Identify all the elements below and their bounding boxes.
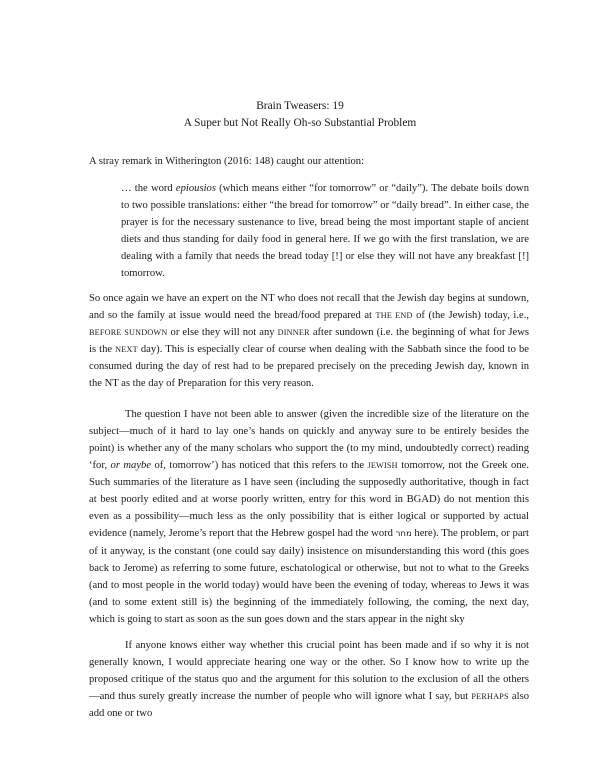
p2-text-4: after sundown (i.e. the beginning of what for Jews is the [89,327,529,355]
p2-smallcaps-before-sundown: BEFORE SUNDOWN [89,328,168,337]
quote-text-2: (which means either “for tomorrow” or “daily”). The debate boils down to two possible translations: either “the bread for tomorrow” or “daily bread”. In either case, the prayer is for the necessary sustenance to live, bread being the most important staple of ancient diets and thus standing for daily food in general here. If we go with the first translation, we are dealing with a family that needs the bread today [!] or else they will not have any breakfast [!] tomorrow. [121,183,529,279]
quote-text-1: … the word [121,183,176,194]
p3-smallcaps-jewish: JEWISH [367,461,398,470]
p2-text-3: or else they will not any [167,327,278,338]
p2-text-5: day). This is especially clear of course when dealing with the Sabbath since the food to be consumed during the day of rest had to be prepared precisely on the preceding Jewish day, known in the NT as the day of Preparation for this very reason. [89,344,529,389]
p2-text-1: So once again we have an expert on the NT who does not recall that the Jewish day begins at sundown, and so the family at issue would need the bread/food prepared at [89,293,529,321]
p2-text-2: of (the Jewish) today, i.e., [412,310,529,321]
p4-text-2: also add one or two [89,691,529,719]
p2-smallcaps-the-end: THE END [375,311,413,320]
p3-text-1: The question I have not been able to answer (given the incredible size of the literature on the subject—much of it hard to lay one’s hands on quickly and anyway sure to be entirely besides the point) is whether any of the many scholars who support the (to my mind, undoubtedly correct) reading ‘for, [89,409,529,471]
p2-smallcaps-next: NEXT [115,345,138,354]
p2-smallcaps-dinner: DINNER [277,328,310,337]
p3-text-4: here). The problem, or part of it anyway, is the constant (one could say daily) insistence on misunderstanding this word (this goes back to Jerome) as referring to some future, eschatological or otherwise, but not to what to the Greeks (and to most people in the world today) would have been the evening of today, whereas to Jews it was (and to some extent still is) the beginning of the immediately following, the coming, the next day, which is going to start as soon as the sun goes down and the stars appear in the night sky [89,528,529,625]
block-quote [121,180,529,282]
paragraph-2 [89,290,529,392]
quote-emphasis-epiousios: epiousios [175,183,216,194]
p4-text-1: If anyone knows either way whether this crucial point has been made and if so why it is not generally known, I would appreciate hearing one way or the other. So I know how to write up the proposed critique of the status quo and the argument for this solution to the exclusion of all the others—and thus surely greatly increase the number of people who will ignore what I say, but [89,640,529,702]
p3-emphasis-or-maybe: or maybe [110,460,152,471]
p3-hebrew-word: מחר [395,529,412,539]
p4-smallcaps-perhaps: PERHAPS [471,692,509,701]
title-block [0,98,600,132]
paragraph-4 [89,637,529,722]
paragraph-3 [89,406,529,628]
title-line-2: A Super but Not Really Oh-so Substantial Problem [183,117,417,129]
title-line-1: Brain Tweasers: 19 [256,100,344,112]
intro-paragraph: A stray remark in Witherington (2016: 148) caught our attention: [89,156,365,167]
p3-text-2: of, tomorrow’) has noticed that this refers to the [151,460,368,471]
p3-text-3: tomorrow, not the Greek one. Such summaries of the literature as I have seen (including the supposedly authoritative, though in fact at best poorly edited and at worse poorly written, entry for this word in BGAD) do not mention this even as a possibility—much less as the only possibility that is either logical or supported by actual evidence (namely, Jerome’s report that the Hebrew gospel had the word [89,460,529,539]
